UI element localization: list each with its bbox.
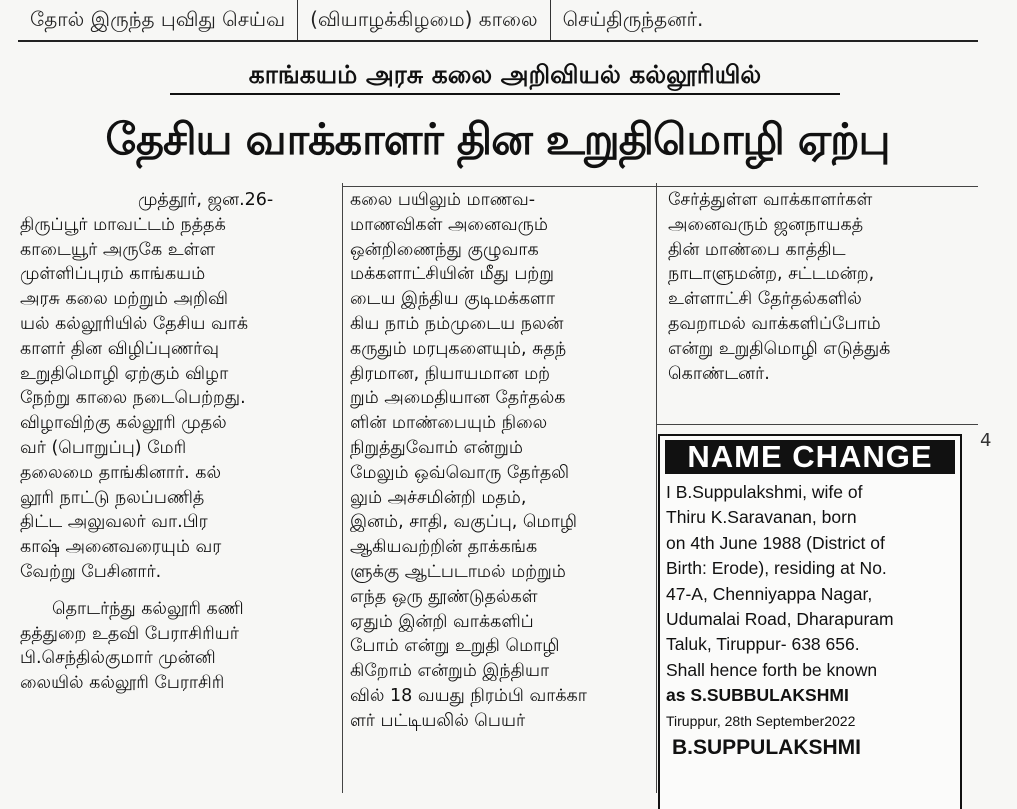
article-kicker: காங்கயம் அரசு கலை அறிவியல் கல்லூரியில் bbox=[170, 57, 840, 95]
text-line: றும் அமைதியான தேர்தல்க bbox=[350, 388, 566, 409]
text-line: என்று உறுதிமொழி எடுத்துக் bbox=[668, 338, 891, 359]
article-headline: தேசிய வாக்காளர் தின உறுதிமொழி ஏற்பு bbox=[105, 115, 890, 165]
paragraph-gap bbox=[20, 585, 335, 597]
text-line: நேற்று காலை நடைபெற்றது. bbox=[20, 388, 246, 409]
text-line: மேலும் ஒவ்வொரு தேர்தலி bbox=[350, 462, 570, 483]
text-line: உள்ளாட்சி தேர்தல்களில் bbox=[668, 289, 862, 310]
text-line: இனம், சாதி, வகுப்பு, மொழி bbox=[350, 512, 577, 533]
notice-line: Thiru K.Saravanan, born bbox=[666, 507, 857, 528]
text-line: காளர் தின விழிப்புணர்வு bbox=[20, 338, 220, 359]
text-line: உறுதிமொழி ஏற்கும் விழா bbox=[20, 363, 229, 384]
text-line: அரசு கலை மற்றும் அறிவி bbox=[20, 289, 228, 310]
notice-line: Birth: Erode), residing at No. bbox=[666, 558, 887, 579]
text-line: யல் கல்லூரியில் தேசிய வாக் bbox=[20, 313, 249, 334]
text-line: ளர் பட்டியலில் பெயர் bbox=[350, 710, 526, 731]
notice-new-name: as S.SUBBULAKSHMI bbox=[666, 685, 849, 706]
previous-article-text-2: (வியாழக்கிழமை) காலை bbox=[310, 8, 538, 31]
text-line: திட்ட அலுவலர் வா.பிர bbox=[20, 512, 208, 533]
text-line: கருதும் மரபுகளையும், சுதந் bbox=[350, 338, 567, 359]
article-column-1 bbox=[20, 188, 335, 788]
margin-mark: 4 bbox=[980, 430, 992, 451]
text-line: லும் அச்சமின்றி மதம், bbox=[350, 487, 527, 508]
text-line: காடையூர் அருகே உள்ள bbox=[20, 239, 216, 260]
text-line: தலைமை தாங்கினார். கல் bbox=[20, 462, 222, 483]
previous-article-strip bbox=[18, 0, 978, 42]
text-line: தவறாமல் வாக்களிப்போம் bbox=[668, 313, 881, 334]
notice-date: Tiruppur, 28th September2022 bbox=[666, 712, 856, 729]
text-line: ஆகியவற்றின் தாக்கங்க bbox=[350, 537, 538, 558]
notice-rule-top bbox=[656, 424, 978, 425]
name-change-notice bbox=[658, 434, 962, 809]
text-line: பி.செந்தில்குமார் முன்னி bbox=[20, 648, 216, 669]
notice-line: Taluk, Tiruppur- 638 656. bbox=[666, 634, 860, 655]
text-line: அனைவரும் ஜனநாயகத் bbox=[668, 214, 864, 235]
text-line: தத்துறை உதவி பேராசிரியர் bbox=[20, 623, 239, 644]
text-line: வில் 18 வயது நிரம்பி வாக்கா bbox=[350, 685, 587, 706]
text-line: நாடாளுமன்ற, சட்டமன்ற, bbox=[668, 264, 875, 285]
text-line: தொடர்ந்து கல்லூரி கணி bbox=[52, 598, 244, 619]
text-line: தின் மாண்பை காத்திட bbox=[668, 239, 846, 260]
notice-line: Udumalai Road, Dharapuram bbox=[666, 609, 894, 630]
notice-line: I B.Suppulakshmi, wife of bbox=[666, 482, 863, 502]
text-line: விழாவிற்கு கல்லூரி முதல் bbox=[20, 413, 227, 434]
text-line: வேற்று பேசினார். bbox=[20, 561, 162, 582]
text-line: திரமான, நியாயமான மற் bbox=[350, 363, 551, 384]
column-rule-1 bbox=[342, 183, 343, 793]
text-line: காஷ் அனைவரையும் வர bbox=[20, 537, 222, 558]
text-line: லையில் கல்லூரி பேராசிரி bbox=[20, 673, 225, 694]
text-line: கிறோம் என்றும் இந்தியா bbox=[350, 661, 550, 682]
text-line: நிறுத்துவோம் என்றும் bbox=[350, 437, 523, 458]
notice-line: on 4th June 1988 (District of bbox=[666, 532, 885, 553]
text-line: ஒன்றிணைந்து குழுவாக bbox=[350, 239, 539, 260]
text-line: டைய இந்திய குடிமக்களா bbox=[350, 289, 555, 310]
previous-article-text-1: தோல் இருந்த புவிது செய்வ bbox=[30, 8, 286, 31]
notice-line: 47-A, Chenniyappa Nagar, bbox=[666, 583, 873, 604]
notice-signature: B.SUPPULAKSHMI bbox=[672, 735, 862, 759]
article-column-3 bbox=[668, 188, 960, 418]
notice-body bbox=[660, 474, 960, 709]
text-line: கொண்டனர். bbox=[668, 363, 770, 384]
text-line: லூரி நாட்டு நலப்பணித் bbox=[20, 487, 205, 508]
text-line: ளின் மாண்பையும் நிலை bbox=[350, 413, 548, 434]
text-line: ஏதும் இன்றி வாக்களிப் bbox=[350, 611, 534, 632]
text-line: கிய நாம் நம்முடைய நலன் bbox=[350, 313, 564, 334]
text-line: எந்த ஒரு தூண்டுதல்கள் bbox=[350, 586, 538, 607]
text-line: திருப்பூர் மாவட்டம் நத்தக் bbox=[20, 214, 226, 235]
text-line: ளுக்கு ஆட்படாமல் மற்றும் bbox=[350, 561, 566, 582]
text-line: கலை பயிலும் மாணவ- bbox=[350, 190, 536, 210]
article-column-2 bbox=[350, 188, 650, 788]
column-rule-2 bbox=[656, 183, 657, 793]
text-line: சேர்த்துள்ள வாக்காளர்கள் bbox=[668, 190, 873, 210]
notice-title: NAME CHANGE bbox=[665, 440, 955, 474]
column-rule-top bbox=[342, 186, 978, 187]
previous-article-text-3: செய்திருந்தனர். bbox=[562, 8, 704, 31]
text-line: முள்ளிப்புரம் காங்கயம் bbox=[20, 264, 206, 285]
text-line: வர் (பொறுப்பு) மேரி bbox=[20, 437, 187, 458]
text-line: மக்களாட்சியின் மீது பற்று bbox=[350, 264, 554, 285]
text-line: போம் என்று உறுதி மொழி bbox=[350, 636, 560, 657]
text-line: மாணவிகள் அனைவரும் bbox=[350, 214, 548, 235]
dateline: முத்தூர், ஜன.26- bbox=[138, 190, 274, 210]
notice-line: Shall hence forth be known bbox=[666, 659, 878, 680]
